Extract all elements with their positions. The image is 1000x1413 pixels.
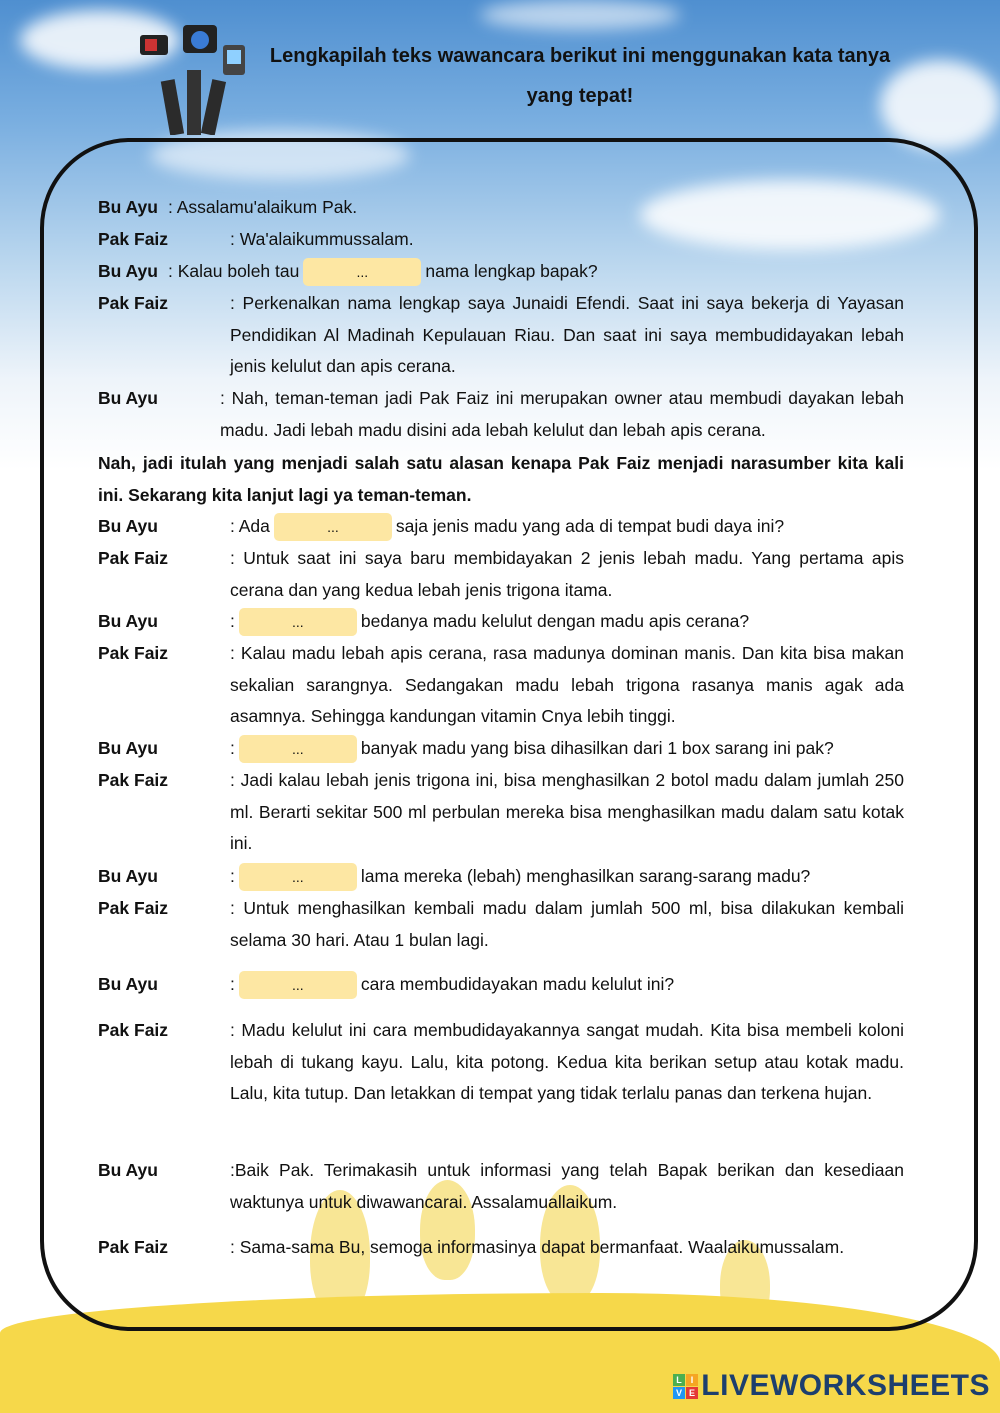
dialogue-text: lama mereka (lebah) menghasilkan sarang-sarang madu?: [360, 866, 811, 886]
logo-text: LIVEWORKSHEETS: [701, 1369, 990, 1402]
dialogue-text: saja jenis madu yang ada di tempat budi daya ini?: [395, 516, 785, 536]
speaker-label: Bu Ayu: [98, 388, 158, 408]
answer-blank-5[interactable]: ...: [239, 863, 357, 891]
speaker-label: Bu Ayu: [98, 974, 158, 994]
dialogue-text: : Sama-sama Bu, semoga informasinya dapat bermanfaat. Waalaikumussalam.: [230, 1237, 845, 1257]
dialogue-text: :: [230, 611, 235, 631]
dialogue-text: bedanya madu kelulut dengan madu apis cerana?: [360, 611, 750, 631]
speaker-label: Pak Faiz: [98, 643, 169, 663]
dialogue-text: :: [230, 866, 235, 886]
speaker-label: Pak Faiz: [98, 898, 169, 918]
dialogue-text: : Perkenalkan nama lengkap saya Junaidi Efendi. Saat ini saya bekerja di Yayasan Pendidikan Al Madinah Kepulauan Riau. Dan saat ini saya membudidayakan lebah jenis kelulut dan apis cerana.: [230, 293, 904, 377]
dialogue-text: :: [230, 974, 235, 994]
narration-text: Nah, jadi itulah yang menjadi salah satu alasan kenapa Pak Faiz menjadi narasumber kita kali ini. Sekarang kita lanjut lagi ya teman-teman.: [98, 453, 904, 505]
speaker-label: Pak Faiz: [98, 293, 169, 313]
dialogue-text: : Madu kelulut ini cara membudidayakannya sangat mudah. Kita bisa membeli koloni lebah di tukang kayu. Lalu, kita potong. Kedua kita berikan setup atau kotak madu. Lalu, kita tutup. Dan letakkan di tempat yang tidak terlalu panas dan terkena hujan.: [230, 1020, 904, 1104]
dialogue-text: :: [230, 738, 235, 758]
speaker-label: Pak Faiz: [98, 548, 169, 568]
speaker-label: Pak Faiz: [98, 770, 169, 790]
answer-blank-1[interactable]: ...: [303, 258, 421, 286]
cloud: [480, 0, 680, 30]
speaker-label: Bu Ayu: [98, 197, 158, 217]
answer-blank-6[interactable]: ...: [239, 971, 357, 999]
dialogue-text: nama lengkap bapak?: [425, 261, 598, 281]
dialogue-text: : Nah, teman-teman jadi Pak Faiz ini merupakan owner atau membudi dayakan lebah madu. Jadi lebah madu disini ada lebah kelulut dan lebah apis cerana.: [220, 388, 904, 440]
dialogue-text: : Jadi kalau lebah jenis trigona ini, bisa menghasilkan 2 botol madu dalam jumlah 250 ml. Berarti sekitar 500 ml perbulan mereka bisa menghasilkan madu dalam satu kotak ini.: [230, 770, 904, 854]
speaker-label: Bu Ayu: [98, 866, 158, 886]
dialogue-text: : Ada: [230, 516, 270, 536]
speaker-label: Pak Faiz: [98, 1237, 169, 1257]
dialogue-text: :Baik Pak. Terimakasih untuk informasi yang telah Bapak berikan dan kesediaan waktunya untuk diwawancarai. Assalamuallaikum.: [230, 1160, 904, 1212]
speaker-label: Bu Ayu: [98, 738, 158, 758]
speaker-label: Bu Ayu: [98, 261, 158, 281]
dialogue-text: : Assalamu'alaikum Pak.: [168, 197, 358, 217]
speaker-label: Pak Faiz: [98, 1020, 169, 1040]
speaker-label: Bu Ayu: [98, 611, 158, 631]
answer-blank-2[interactable]: ...: [274, 513, 392, 541]
live-badge-icon: L I V E: [673, 1374, 698, 1399]
instruction-title-line1: Lengkapilah teks wawancara berikut ini menggunakan kata tanya: [269, 45, 891, 67]
speaker-label: Bu Ayu: [98, 1160, 158, 1180]
speaker-label: Pak Faiz: [98, 229, 169, 249]
dialogue-text: : Untuk saat ini saya baru membidayakan 2 jenis lebah madu. Yang pertama apis cerana dan yang kedua lebah jenis trigona itama.: [230, 548, 904, 600]
answer-blank-4[interactable]: ...: [239, 735, 357, 763]
dialogue-text: : Kalau boleh tau: [168, 261, 300, 281]
instruction-title-line2: yang tepat!: [526, 85, 634, 107]
answer-blank-3[interactable]: ...: [239, 608, 357, 636]
reporters-cameras-illustration: [135, 20, 250, 135]
dialogue-text: cara membudidayakan madu kelulut ini?: [360, 974, 675, 994]
dialogue-text: : Wa'alaikummussalam.: [230, 229, 414, 249]
dialogue-text: : Untuk menghasilkan kembali madu dalam jumlah 500 ml, bisa dilakukan kembali selama 30 hari. Atau 1 bulan lagi.: [230, 898, 904, 950]
liveworksheets-logo: [673, 1369, 990, 1403]
dialogue-text: : Kalau madu lebah apis cerana, rasa madunya dominan manis. Dan kita bisa makan sekalian sarangnya. Sedangakan madu lebah trigona rasanya manis agak ada asamnya. Sehingga kandungan vitamin Cnya lebih tinggi.: [230, 643, 904, 727]
dialogue-text: banyak madu yang bisa dihasilkan dari 1 box sarang ini pak?: [360, 738, 834, 758]
speaker-label: Bu Ayu: [98, 516, 158, 536]
